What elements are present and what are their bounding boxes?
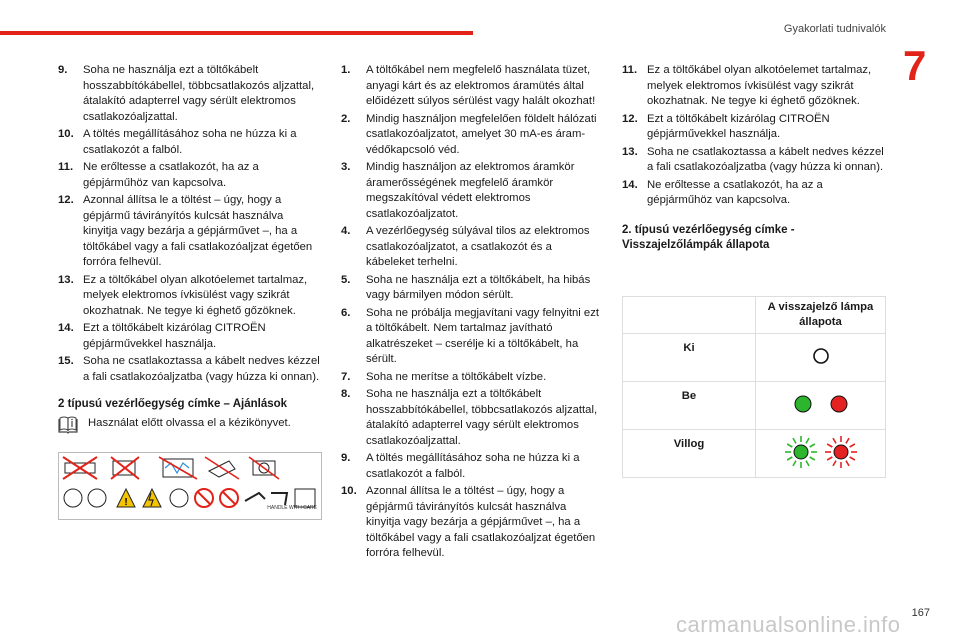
- list-item: [58, 160, 320, 191]
- item-text: Ne erőltesse a csatlakozót, ha az a gépjárműhöz van kapcsolva.: [83, 161, 259, 189]
- item-text: A töltőkábel nem megfelelő használata tüzet, anyagi kárt és az elektromos áramütés által előidézett súlyos sérülést vagy halált okozhat!: [366, 64, 596, 107]
- pictogram-caption: HANDLE WITH CARE: [267, 504, 317, 511]
- item-number: 12.: [622, 112, 638, 125]
- column-2: [341, 63, 603, 564]
- header-accent-bar: [0, 31, 473, 35]
- lamp-off-icon: [806, 344, 836, 368]
- list-item: [622, 145, 886, 176]
- item-text: Azonnal állítsa le a töltést – úgy, hogy a gépjármű távirányítós kulcsát használva kinyitja vagy bezárja a gépjárművet –, ha a töltőkábel vagy a fali csatlakozóaljzat égetően forróra felhevül.: [83, 194, 313, 268]
- chapter-number: 7: [903, 42, 927, 89]
- state-blink-label: Villog: [623, 430, 756, 478]
- item-text: Ezt a töltőkábelt kizárólag CITROËN gépjárművekkel használja.: [647, 112, 830, 140]
- green-lamp-icon: [795, 396, 811, 412]
- column-1: [58, 63, 320, 520]
- item-number: 10.: [341, 485, 357, 497]
- item-number: 14.: [622, 178, 638, 191]
- table-row: [623, 382, 886, 430]
- item-text: Soha ne használja ezt a töltőkábelt hosszabbítókábellel, többcsatlakozós aljzattal, átalakító adapterrel vagy sérült elektromos csatlakozóaljzattal.: [366, 388, 598, 447]
- red-blink-lamp-icon: [825, 436, 857, 468]
- col3-heading: 2. típusú vezérlőegység címke - Visszajelzőlámpák állapota: [622, 223, 795, 251]
- item-number: 11.: [58, 161, 74, 173]
- item-number: 8.: [341, 388, 351, 400]
- list-item: [58, 354, 320, 385]
- list-item: [341, 63, 603, 110]
- lamp-status-table: [622, 296, 886, 478]
- list-item: [341, 387, 603, 449]
- list-item: [58, 193, 320, 271]
- state-on-label: Be: [623, 382, 756, 430]
- lamp-blink-icons: [781, 432, 861, 472]
- item-text: Mindig használjon megfelelően földelt hálózati csatlakozóaljzatot, amelyet 30 mA-es áram-védőkapcsoló véd.: [366, 112, 597, 156]
- list-item: [341, 224, 603, 271]
- item-number: 2.: [341, 112, 351, 125]
- item-text: Azonnal állítsa le a töltést – úgy, hogy a gépjármű távirányítós kulcsát használva kinyitja vagy bezárja a gépjárművet –, ha a töltőkábel vagy a fali csatlakozóaljzat égetően forróra felhevül.: [366, 485, 596, 559]
- list-item: [58, 127, 320, 158]
- table-header-row: [623, 297, 886, 334]
- list-item: [58, 273, 320, 320]
- list-item: [341, 306, 603, 368]
- item-text: A töltés megállításához soha ne húzza ki a csatlakozót a falból.: [366, 452, 580, 480]
- col1-list: [58, 63, 320, 385]
- item-number: 10.: [58, 128, 74, 140]
- item-number: 13.: [622, 145, 638, 158]
- lamp-on-icons: [786, 392, 856, 416]
- item-text: Soha ne használja ezt a töltőkábelt hosszabbítókábellel, többcsatlakozós aljzattal, átalakító adapterrel vagy sérült elektromos csatlakozóaljzattal.: [83, 64, 315, 123]
- item-number: 3.: [341, 161, 351, 173]
- manual-note: [58, 416, 320, 438]
- item-text: Ezt a töltőkábelt kizárólag CITROËN gépjárművekkel használja.: [83, 322, 266, 350]
- svg-text:!: !: [124, 497, 128, 508]
- item-text: Ez a töltőkábel olyan alkotóelemet tartalmaz, melyek elektromos ívkisülést vagy szikrát okozhatnak. Ne tegye ki éghető gőzöknek.: [83, 273, 308, 317]
- book-icon: [58, 416, 78, 434]
- list-item: [341, 484, 603, 562]
- item-text: Ne erőltesse a csatlakozót, ha az a gépjárműhöz van kapcsolva.: [647, 178, 823, 206]
- list-item: [58, 63, 320, 125]
- no-extension-icon: [63, 457, 97, 479]
- state-off-label: Ki: [623, 334, 756, 382]
- no-hot-socket-icon: [249, 457, 279, 479]
- item-text: Soha ne merítse a töltőkábelt vízbe.: [366, 370, 547, 383]
- note-text: Használat előtt olvassa el a kézikönyvet.: [88, 417, 291, 429]
- item-number: 7.: [341, 370, 351, 383]
- column-3: [622, 63, 886, 257]
- green-blink-lamp-icon: [785, 436, 817, 468]
- item-number: 6.: [341, 306, 351, 319]
- item-text: Soha ne csatlakoztassa a kábelt nedves kézzel a fali csatlakozóaljzatba (vagy húzza ki onnan).: [647, 145, 884, 173]
- list-item: [58, 321, 320, 352]
- no-hand-icon: [205, 457, 239, 479]
- table-row: [623, 334, 886, 382]
- watermark: carmanualsonline.info: [676, 612, 901, 637]
- col2-list: [341, 63, 603, 562]
- no-adapter-icon: [111, 457, 139, 479]
- list-item: [341, 451, 603, 482]
- item-number: 12.: [58, 194, 74, 206]
- list-item: [622, 63, 886, 110]
- item-number: 15.: [58, 355, 74, 367]
- item-number: 9.: [341, 452, 351, 464]
- red-lamp-icon: [831, 396, 847, 412]
- col1-heading: 2 típusú vezérlőegység címke – Ajánlások: [58, 398, 288, 410]
- list-item: [622, 178, 886, 209]
- item-text: A vezérlőegység súlyával tilos az elektromos csatlakozóaljzatot, a csatlakozót és a kábeleket terhelni.: [366, 225, 590, 268]
- item-number: 13.: [58, 273, 74, 286]
- list-item: [341, 160, 603, 222]
- warning-label-image: [58, 452, 322, 520]
- list-item: [622, 112, 886, 143]
- item-text: Mindig használjon az elektromos áramkör áramerősségének megfelelő áramkör megszakítóval védett elektromos csatlakozóaljzatot.: [366, 161, 575, 220]
- item-number: 14.: [58, 322, 74, 334]
- item-number: 9.: [58, 64, 68, 76]
- no-wall-unplug-icon: [159, 457, 197, 479]
- item-number: 5.: [341, 273, 351, 286]
- list-item: [341, 273, 603, 304]
- item-number: 11.: [622, 64, 638, 76]
- item-number: 1.: [341, 64, 351, 76]
- item-number: 4.: [341, 225, 351, 237]
- item-text: Soha ne használja ezt a töltőkábelt, ha hibás vagy bármilyen módon sérült.: [366, 273, 591, 301]
- page-number: 167: [911, 607, 930, 619]
- section-title: Gyakorlati tudnivalók: [783, 23, 886, 35]
- item-text: Ez a töltőkábel olyan alkotóelemet tartalmaz, melyek elektromos ívkisülést vagy szikrát okozhatnak. Ne tegye ki éghető gőzöknek.: [647, 64, 872, 107]
- list-item: [341, 370, 603, 386]
- table-row: [623, 430, 886, 478]
- item-text: Soha ne próbálja megjavítani vagy felnyitni ezt a töltőkábelt. Nem tartalmaz javítható alkatrészeket – cserélje ki a töltőkábelt, ha sérült.: [366, 306, 599, 365]
- item-text: A töltés megállításához soha ne húzza ki a csatlakozót a falból.: [83, 128, 297, 156]
- list-item: [341, 112, 603, 159]
- item-text: Soha ne csatlakoztassa a kábelt nedves kézzel a fali csatlakozóaljzatba (vagy húzza ki onnan).: [83, 355, 320, 383]
- table-header: A visszajelző lámpa állapota: [756, 297, 886, 334]
- col3-list: [622, 63, 886, 209]
